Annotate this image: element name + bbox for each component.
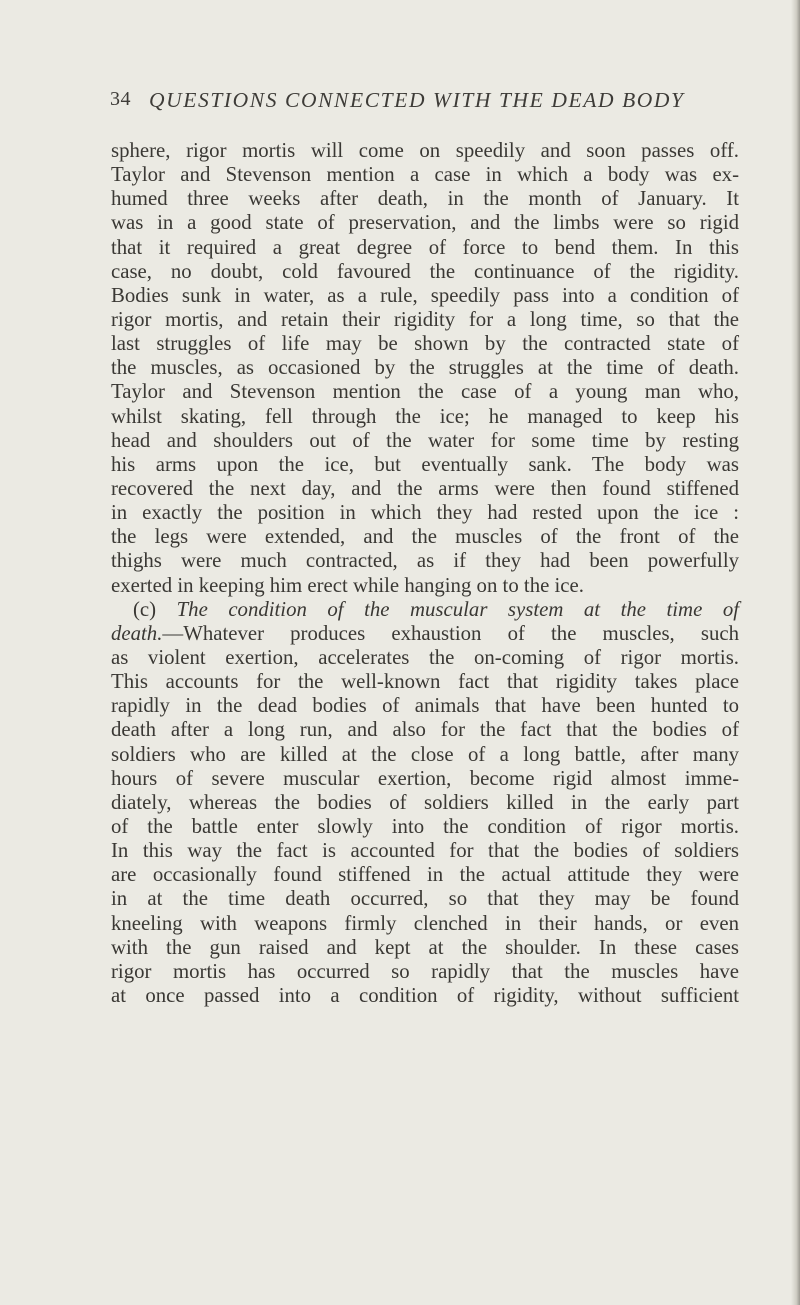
text-line: last struggles of life may be shown by the contracted state of [111,332,739,356]
text-line: are occasionally found stiffened in the actual attitude they were [111,863,739,887]
text-line: in exactly the position in which they had rested upon the ice : [111,501,739,525]
text-line: whilst skating, fell through the ice; he managed to keep his [111,404,739,428]
text-line: at once passed into a condition of rigidity, without sufficient [111,983,739,1007]
text-line: in at the time death occurred, so that they may be found [111,887,739,911]
text-line: humed three weeks after death, in the month of January. It [111,187,739,211]
text-line: rapidly in the dead bodies of animals that have been hunted to [111,694,739,718]
section-c-heading: The condition of the muscular system at the time of [176,597,739,621]
text-line: Bodies sunk in water, as a rule, speedily pass into a condition of [111,283,739,307]
text-line: Taylor and Stevenson mention a case in which a body was ex- [111,163,739,187]
text-line: the muscles, as occasioned by the struggles at the time of death. [111,356,739,380]
text-line: sphere, rigor mortis will come on speedily and soon passes off. [111,139,739,162]
text-line: exerted in keeping him erect while hanging on to the ice. [111,573,584,597]
text-line: rigor mortis has occurred so rapidly that the muscles have [111,959,739,983]
text-line: head and shoulders out of the water for some time by resting [111,428,739,452]
text-line: thighs were much contracted, as if they had been powerfully [111,549,739,573]
text-line: In this way the fact is accounted for that the bodies of soldiers [111,839,739,863]
section-c-heading-line [111,598,739,622]
section-c-prefix: (c) [133,597,177,621]
text-line: case, no doubt, cold favoured the continuance of the rigidity. [111,259,739,283]
text-line: as violent exertion, accelerates the on-coming of rigor mortis. [111,645,739,669]
text-line: hours of severe muscular exertion, become rigid almost imme- [111,766,739,790]
text-line: the legs were extended, and the muscles of the front of the [111,525,739,549]
body-text [111,139,739,1008]
section-c-intro-line [111,622,739,646]
text-line: of the battle enter slowly into the condition of rigor mortis. [111,814,739,838]
section-c-intro-text: —Whatever produces exhaustion of the muscles, such [162,621,739,645]
text-line: Taylor and Stevenson mention the case of a young man who, [111,380,739,404]
text-line: death after a long run, and also for the fact that the bodies of [111,718,739,742]
text-line: kneeling with weapons firmly clenched in their hands, or even [111,911,739,935]
page-header [110,88,720,118]
section-c-heading-end: death. [111,621,163,645]
page-number: 34 [110,88,131,110]
page-edge-shadow [791,0,800,1305]
text-line: rigor mortis, and retain their rigidity for a long time, so that the [111,307,739,331]
text-line: his arms upon the ice, but eventually sank. The body was [111,452,739,476]
text-line: recovered the next day, and the arms were then found stiffened [111,476,739,500]
text-line: soldiers who are killed at the close of a long battle, after many [111,742,739,766]
text-line: that it required a great degree of force to bend them. In this [111,235,739,259]
text-line: with the gun raised and kept at the shoulder. In these cases [111,935,739,959]
text-line: was in a good state of preservation, and the limbs were so rigid [111,211,739,235]
text-line: This accounts for the well-known fact that rigidity takes place [111,670,739,694]
running-title: QUESTIONS CONNECTED WITH THE DEAD BODY [149,88,685,112]
text-line: diately, whereas the bodies of soldiers killed in the early part [111,790,739,814]
